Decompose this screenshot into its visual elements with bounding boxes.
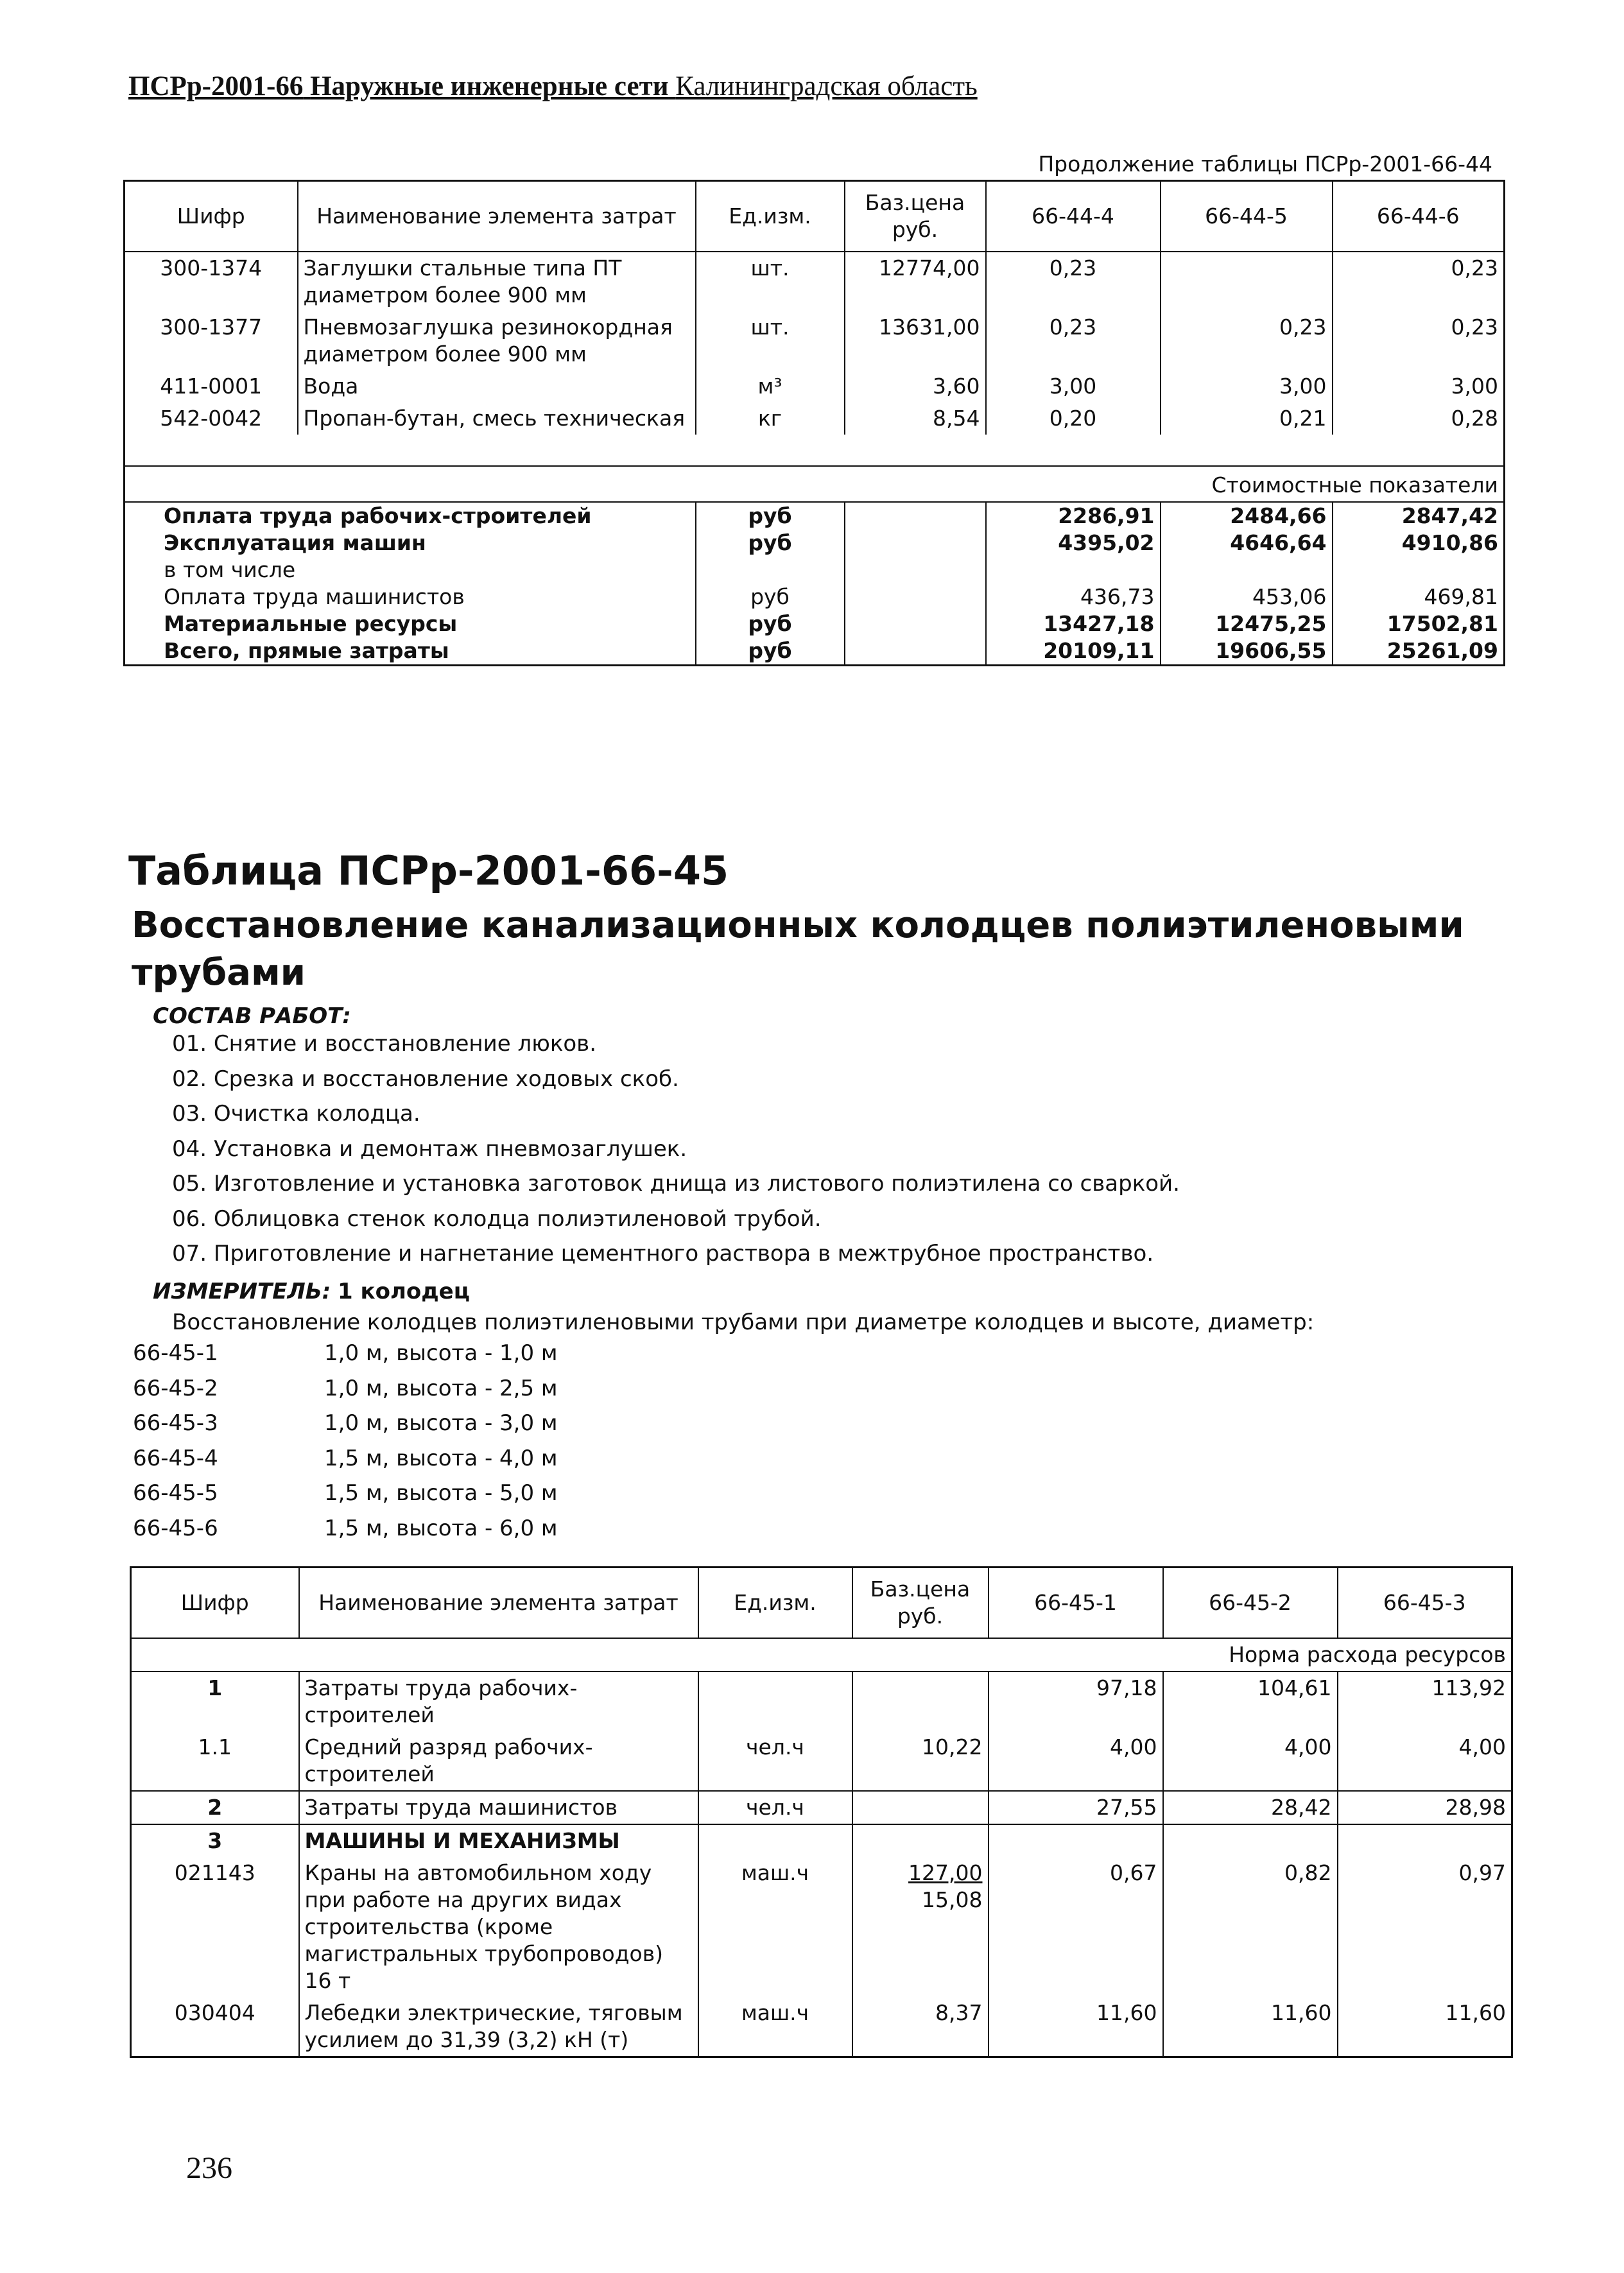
cost-empty (845, 530, 986, 557)
cost-empty (845, 583, 986, 610)
cell-name: Средний разряд рабочих-строителей (299, 1731, 698, 1791)
spacer-row (125, 435, 1505, 466)
cost-empty (845, 557, 986, 583)
header-title: Наружные инженерные сети (310, 71, 669, 101)
cost-empty (845, 610, 986, 637)
cost-unit: руб (696, 530, 845, 557)
table-header-row (131, 1568, 1512, 1639)
cell-value (989, 1824, 1163, 1857)
cell-price (852, 1997, 989, 2057)
cell-code: 030404 (131, 1997, 299, 2057)
cost-name: в том числе (125, 557, 696, 583)
cell-code: 1.1 (131, 1731, 299, 1791)
cost-heading: Стоимостные показатели (125, 466, 1505, 502)
cost-name: Оплата труда машинистов (125, 583, 696, 610)
column-header: Шифр (125, 181, 298, 252)
cost-value: 2847,42 (1333, 502, 1505, 530)
variant-description: 1,5 м, высота - 5,0 м (324, 1480, 558, 1506)
work-item: 05. Изготовление и установка заготовок днища из листового полиэтилена со сваркой. (172, 1171, 1180, 1197)
cell-value: 28,98 (1338, 1791, 1512, 1824)
cell-price (852, 1824, 989, 1857)
cell-value: 27,55 (989, 1791, 1163, 1824)
table-row (125, 402, 1505, 435)
cost-unit: руб (696, 502, 845, 530)
cost-value: 436,73 (986, 583, 1161, 610)
cell-code: 021143 (131, 1857, 299, 1997)
resource-table-66-44 (123, 180, 1505, 666)
cell-value: 3,00 (1161, 370, 1333, 402)
cost-row (125, 637, 1505, 666)
cell-code: 2 (131, 1791, 299, 1824)
cost-value: 2484,66 (1161, 502, 1333, 530)
cost-row (125, 530, 1505, 557)
cell-value: 104,61 (1163, 1672, 1338, 1731)
cell-code: 300-1374 (125, 252, 298, 311)
measure-label: ИЗМЕРИТЕЛЬ: (153, 1279, 331, 1304)
table-row (131, 1791, 1512, 1824)
variant-description: 1,5 м, высота - 6,0 м (324, 1515, 558, 1541)
column-header: Наименование элемента затрат (298, 181, 696, 252)
cell-value: 0,23 (986, 252, 1161, 311)
cell-code: 542-0042 (125, 402, 298, 435)
column-header: 66-44-6 (1333, 181, 1505, 252)
cost-value (986, 557, 1161, 583)
column-header: 66-45-3 (1338, 1568, 1512, 1639)
variant-code: 66-45-6 (133, 1515, 218, 1541)
cell-value: 11,60 (1163, 1997, 1338, 2057)
variant-description: 1,0 м, высота - 1,0 м (324, 1340, 558, 1366)
cell-name: Пневмозаглушка резинокордная диаметром более 900 мм (298, 311, 696, 370)
cell-code: 1 (131, 1672, 299, 1731)
cost-value: 13427,18 (986, 610, 1161, 637)
works-label: СОСТАВ РАБОТ: (153, 1003, 351, 1029)
cell-name: Затраты труда машинистов (299, 1791, 698, 1824)
column-header: 66-44-5 (1161, 181, 1333, 252)
table-title: Таблица ПСРр-2001-66-45 (128, 847, 729, 894)
header-code: ПСРр-2001-66 (128, 71, 304, 101)
cost-unit (696, 557, 845, 583)
cost-value (1161, 557, 1333, 583)
table-row (131, 1997, 1512, 2057)
column-header: Баз.цена руб. (845, 181, 986, 252)
column-header: Ед.изм. (698, 1568, 852, 1639)
variant-code: 66-45-1 (133, 1340, 218, 1366)
work-item: 02. Срезка и восстановление ходовых скоб. (172, 1066, 679, 1092)
cell-price: 8,54 (845, 402, 986, 435)
cost-row (125, 557, 1505, 583)
cell-value: 0,23 (1333, 311, 1505, 370)
header-region: Калининградская область (675, 71, 978, 101)
cell-value (1161, 252, 1333, 311)
price-value-secondary: 15,08 (922, 1887, 983, 1912)
variant-description: 1,5 м, высота - 4,0 м (324, 1445, 558, 1471)
cell-value: 97,18 (989, 1672, 1163, 1731)
table-subtitle: Восстановление канализационных колодцев полиэтиленовыми трубами (132, 904, 1464, 994)
cell-name: Краны на автомобильном ходу при работе на других видах строительства (кроме магистральных трубопроводов) 16 т (299, 1857, 698, 1997)
cell-unit: маш.ч (698, 1857, 852, 1997)
price-value: 127,00 (908, 1860, 983, 1885)
variant-description: 1,0 м, высота - 2,5 м (324, 1375, 558, 1401)
table-row (125, 252, 1505, 311)
cell-value: 3,00 (986, 370, 1161, 402)
page-number: 236 (186, 2151, 232, 2185)
cell-value: 0,23 (1161, 311, 1333, 370)
work-item: 04. Установка и демонтаж пневмозаглушек. (172, 1136, 687, 1162)
cell-value (1163, 1824, 1338, 1857)
cost-row (125, 583, 1505, 610)
table-header-row (125, 181, 1505, 252)
cell-value: 0,67 (989, 1857, 1163, 1997)
cost-value: 4910,86 (1333, 530, 1505, 557)
cost-name: Эксплуатация машин (125, 530, 696, 557)
cell-unit: м³ (696, 370, 845, 402)
cost-name: Всего, прямые затраты (125, 637, 696, 666)
measure-line (153, 1279, 470, 1304)
cell-price: 13631,00 (845, 311, 986, 370)
column-header: 66-45-2 (1163, 1568, 1338, 1639)
cell-unit: чел.ч (698, 1731, 852, 1791)
cell-name: Лебедки электрические, тяговым усилием до 31,39 (3,2) кН (т) (299, 1997, 698, 2057)
cell-value: 4,00 (989, 1731, 1163, 1791)
work-item: 01. Снятие и восстановление люков. (172, 1031, 597, 1057)
variant-code: 66-45-3 (133, 1410, 218, 1436)
cell-value: 4,00 (1338, 1731, 1512, 1791)
column-header: Наименование элемента затрат (299, 1568, 698, 1639)
table-row (131, 1857, 1512, 1997)
norm-heading: Норма расхода ресурсов (131, 1638, 1512, 1672)
table-row (131, 1731, 1512, 1791)
cell-value: 0,28 (1333, 402, 1505, 435)
spacer-cell (125, 435, 1505, 466)
cost-value (1333, 557, 1505, 583)
cell-value: 3,00 (1333, 370, 1505, 402)
cell-name: Заглушки стальные типа ПТ диаметром более 900 мм (298, 252, 696, 311)
cell-value: 11,60 (989, 1997, 1163, 2057)
cell-value: 11,60 (1338, 1997, 1512, 2057)
running-header (128, 71, 978, 102)
cell-unit: шт. (696, 311, 845, 370)
work-item: 03. Очистка колодца. (172, 1101, 420, 1127)
cell-value (1338, 1824, 1512, 1857)
cost-unit: руб (696, 610, 845, 637)
cell-name: Вода (298, 370, 696, 402)
cell-code: 411-0001 (125, 370, 298, 402)
cell-value: 0,21 (1161, 402, 1333, 435)
column-header: Шифр (131, 1568, 299, 1639)
cost-heading-row (125, 466, 1505, 502)
measure-value: 1 колодец (338, 1279, 470, 1304)
cell-value: 0,97 (1338, 1857, 1512, 1997)
cell-unit: кг (696, 402, 845, 435)
cost-value: 12475,25 (1161, 610, 1333, 637)
cell-unit (698, 1824, 852, 1857)
cell-value: 0,23 (986, 311, 1161, 370)
variant-code: 66-45-5 (133, 1480, 218, 1506)
variant-description: 1,0 м, высота - 3,0 м (324, 1410, 558, 1436)
price-value: 8,37 (935, 2000, 983, 2025)
cell-price (852, 1791, 989, 1824)
cell-code: 300-1377 (125, 311, 298, 370)
cell-name: Пропан-бутан, смесь техническая (298, 402, 696, 435)
variant-code: 66-45-2 (133, 1375, 218, 1401)
cell-code: 3 (131, 1824, 299, 1857)
table-row (125, 370, 1505, 402)
cell-value: 0,82 (1163, 1857, 1338, 1997)
cell-value: 0,20 (986, 402, 1161, 435)
cost-value: 19606,55 (1161, 637, 1333, 666)
cell-value: 0,23 (1333, 252, 1505, 311)
cell-price: 12774,00 (845, 252, 986, 311)
cost-value: 4395,02 (986, 530, 1161, 557)
column-header: 66-45-1 (989, 1568, 1163, 1639)
cell-price (852, 1672, 989, 1731)
column-header: 66-44-4 (986, 181, 1161, 252)
table-continuation-caption: Продолжение таблицы ПСРр-2001-66-44 (1038, 151, 1492, 177)
table-row (131, 1824, 1512, 1857)
cost-value: 2286,91 (986, 502, 1161, 530)
column-header: Ед.изм. (696, 181, 845, 252)
cost-unit: руб (696, 637, 845, 666)
cost-empty (845, 502, 986, 530)
cell-name: МАШИНЫ И МЕХАНИЗМЫ (299, 1824, 698, 1857)
work-item: 06. Облицовка стенок колодца полиэтиленовой трубой. (172, 1206, 822, 1232)
cell-value: 4,00 (1163, 1731, 1338, 1791)
price-value: 10,22 (922, 1734, 983, 1759)
cost-row (125, 610, 1505, 637)
cell-unit: маш.ч (698, 1997, 852, 2057)
work-item: 07. Приготовление и нагнетание цементного раствора в межтрубное пространство. (172, 1241, 1154, 1266)
cost-value: 453,06 (1161, 583, 1333, 610)
cost-name: Оплата труда рабочих-строителей (125, 502, 696, 530)
cost-value: 25261,09 (1333, 637, 1505, 666)
cost-value: 469,81 (1333, 583, 1505, 610)
table-row (125, 311, 1505, 370)
cell-value: 28,42 (1163, 1791, 1338, 1824)
cost-row (125, 502, 1505, 530)
cell-unit (698, 1672, 852, 1731)
cost-unit: руб (696, 583, 845, 610)
table-row (131, 1672, 1512, 1731)
cell-name: Затраты труда рабочих-строителей (299, 1672, 698, 1731)
norm-heading-row (131, 1638, 1512, 1672)
column-header: Баз.цена руб. (852, 1568, 989, 1639)
cost-empty (845, 637, 986, 666)
cell-unit: чел.ч (698, 1791, 852, 1824)
cell-price (852, 1731, 989, 1791)
cost-value: 20109,11 (986, 637, 1161, 666)
cell-price (852, 1857, 989, 1997)
cell-price: 3,60 (845, 370, 986, 402)
variant-code: 66-45-4 (133, 1445, 218, 1471)
resource-table-66-45 (130, 1566, 1513, 2058)
cost-value: 17502,81 (1333, 610, 1505, 637)
cost-value: 4646,64 (1161, 530, 1333, 557)
cost-name: Материальные ресурсы (125, 610, 696, 637)
cell-unit: шт. (696, 252, 845, 311)
variants-intro: Восстановление колодцев полиэтиленовыми трубами при диаметре колодцев и высоте, диаметр: (172, 1309, 1315, 1335)
cell-value: 113,92 (1338, 1672, 1512, 1731)
